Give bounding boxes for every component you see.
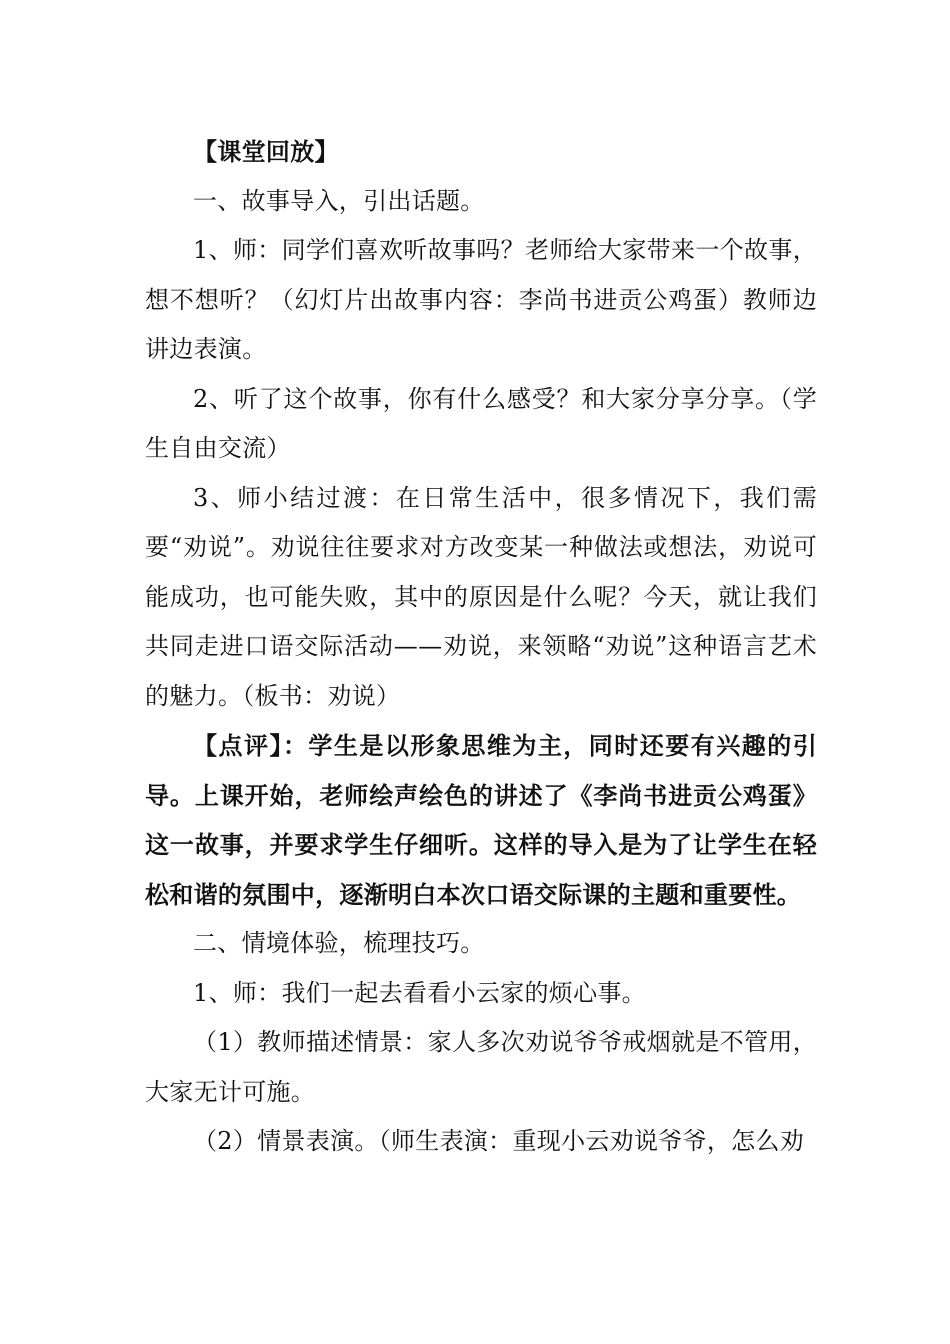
paragraph-section-two-title: 二、情境体验，梳理技巧。 — [193, 929, 485, 957]
paragraph-feelings: 2、听了这个故事，你有什么感受？和大家分享分享。（学生自由交流） — [145, 384, 817, 462]
paragraph-xiaoyun: 1、师：我们一起去看看小云家的烦心事。 — [193, 978, 646, 1007]
document-body — [145, 127, 817, 1167]
comment-paragraph: 【点评】：学生是以形象思维为主，同时还要有兴趣的引导。上课开始，老师绘声绘色的讲述了《李尚书进贡公鸡蛋》这一故事，并要求学生仔细听。这样的导入是为了让学生在轻松和谐的氛围中，逐渐明白本次口语交际课的主题和重要性。 — [145, 731, 817, 909]
paragraph-intro-title: 一、故事导入，引出话题。 — [193, 186, 485, 215]
paragraph-summary: 3、师小结过渡：在日常生活中，很多情况下，我们需要“劝说”。劝说往往要求对方改变某一种做法或想法，劝说可能成功，也可能失败，其中的原因是什么呢？今天，就让我们共同走进口语交际活动——劝说，来领略“劝说”这种语言艺术的魅力。（板书：劝说） — [145, 483, 817, 710]
paragraph-scene-description: （1）教师描述情景：家人多次劝说爷爷戒烟就是不管用，大家无计可施。 — [145, 1028, 817, 1106]
paragraph-scene-performance: （2）情景表演。（师生表演：重现小云劝说爷爷，怎么劝 — [193, 1127, 805, 1155]
paragraph-story: 1、师：同学们喜欢听故事吗？老师给大家带来一个故事，想不想听？（幻灯片出故事内容：李尚书进贡公鸡蛋）教师边讲边表演。 — [145, 236, 817, 363]
section-heading: 【课堂回放】 — [193, 137, 339, 166]
